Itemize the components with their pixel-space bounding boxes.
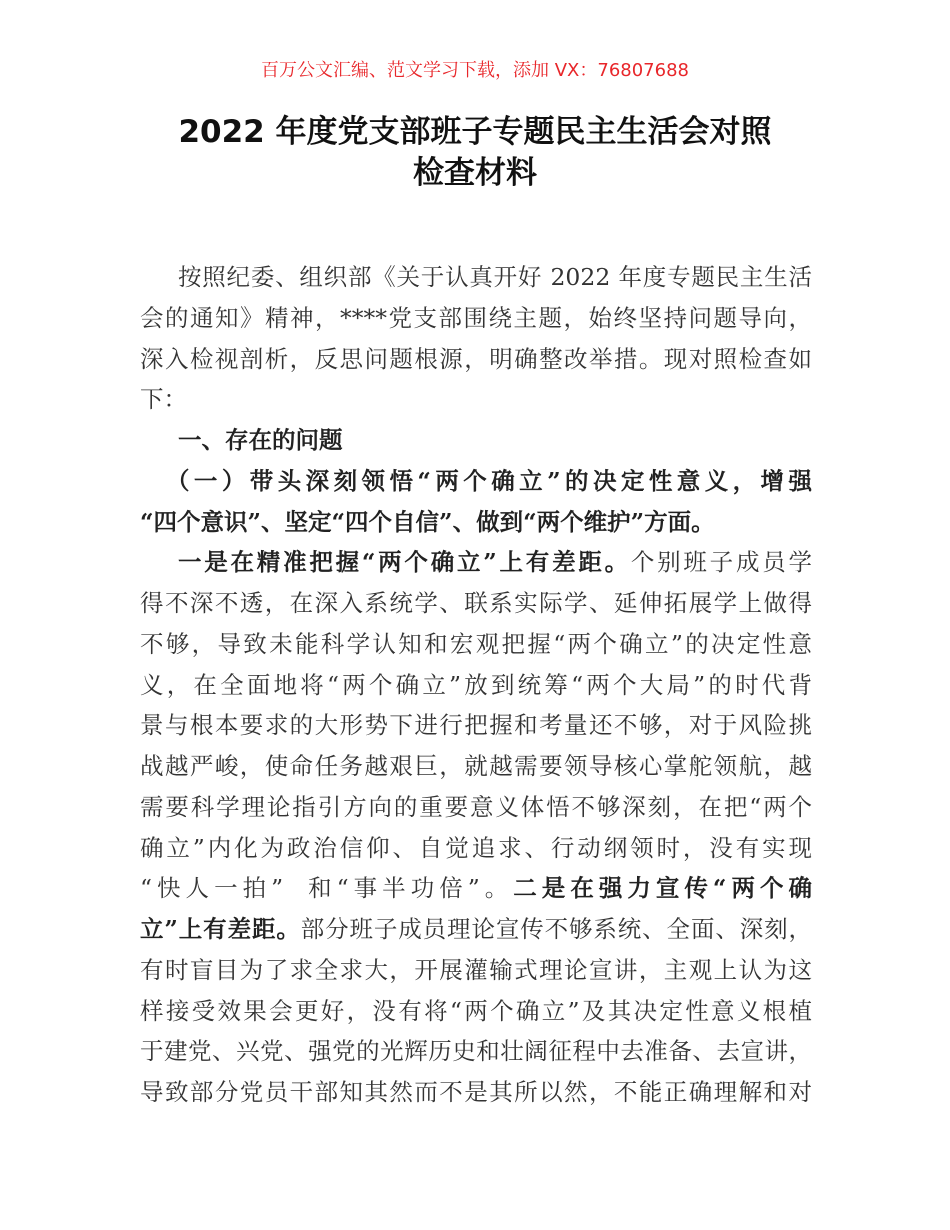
paragraph-line	[140, 828, 812, 869]
paragraph-line	[140, 1072, 812, 1113]
paragraph-line	[140, 950, 812, 991]
title-line-2: 检查材料	[413, 155, 537, 191]
bold-lead: 一是在精准把握“两个确立”上有差距。	[178, 548, 631, 577]
text: 按照纪委、组织部《关于认真开好 2022 年度专题民主生活	[178, 263, 812, 291]
text: 下：	[140, 385, 187, 414]
paragraph-line	[140, 746, 812, 787]
text: 样接受效果会更好，没有将“两个确立”及其决定性意义根植	[140, 996, 812, 1025]
paragraph-line	[140, 542, 812, 583]
watermark-banner: 百万公文汇编、范文学习下载，添加 VX：76807688	[261, 60, 689, 81]
text: 景与根本要求的大形势下进行把握和考量还不够，对于风险挑	[140, 711, 812, 740]
section-heading	[140, 420, 812, 461]
text: 有时盲目为了求全求大，开展灌输式理论宣讲，主观上认为这	[140, 955, 812, 984]
text: 需要科学理论指引方向的重要意义体悟不够深刻，在把“两个	[140, 792, 812, 821]
text: 得不深不透，在深入系统学、联系实际学、延伸拓展学上做得	[140, 589, 812, 617]
bold-lead: 二是在强力宣传“两个确	[513, 874, 812, 903]
text: 导致部分党员干部知其然而不是其所以然，不能正确理解和对	[140, 1078, 812, 1106]
subsection-heading	[140, 461, 812, 502]
paragraph-line	[140, 257, 812, 298]
bold-lead: 立”上有差距。	[140, 915, 301, 943]
document-body	[140, 257, 812, 1113]
paragraph-line	[140, 705, 812, 746]
text: 确立”内化为政治信仰、自觉追求、行动纲领时，没有实现	[140, 833, 812, 862]
paragraph-line	[140, 624, 812, 665]
paragraph-line	[140, 379, 812, 420]
heading-text: 一、存在的问题	[178, 426, 343, 454]
document-title	[0, 112, 950, 194]
paragraph-line	[140, 1031, 812, 1072]
subsection-heading	[140, 502, 812, 543]
text: 义，在全面地将“两个确立”放到统筹“两个大局”的时代背	[140, 670, 812, 699]
paragraph-line	[140, 298, 812, 339]
text: 个别班子成员学	[630, 548, 812, 577]
paragraph-line	[140, 909, 812, 950]
paragraph-line	[140, 787, 812, 828]
heading-text: （一）带头深刻领悟“两个确立”的决定性意义，增强	[166, 466, 812, 495]
paragraph-line	[140, 339, 812, 380]
text: 不够，导致未能科学认知和宏观把握“两个确立”的决定性意	[140, 629, 812, 658]
text: 深入检视剖析，反思问题根源，明确整改举措。现对照检查如	[140, 344, 812, 373]
text: 战越严峻，使命任务越艰巨，就越需要领导核心掌舵领航，越	[140, 752, 812, 780]
paragraph-line	[140, 583, 812, 624]
text: 部分班子成员理论宣传不够系统、全面、深刻，	[300, 915, 812, 943]
paragraph-line	[140, 665, 812, 706]
paragraph-line	[140, 991, 812, 1032]
text: 于建党、兴党、强党的光辉历史和壮阔征程中去准备、去宣讲，	[140, 1037, 812, 1066]
text: “快人一拍” 和“事半功倍”。	[140, 874, 514, 903]
paragraph-line	[140, 868, 812, 909]
title-line-1: 2022 年度党支部班子专题民主生活会对照	[178, 114, 772, 150]
heading-text: “四个意识”、坚定“四个自信”、做到“两个维护”方面。	[140, 507, 715, 536]
text: 会的通知》精神，****党支部围绕主题，始终坚持问题导向，	[140, 303, 812, 332]
